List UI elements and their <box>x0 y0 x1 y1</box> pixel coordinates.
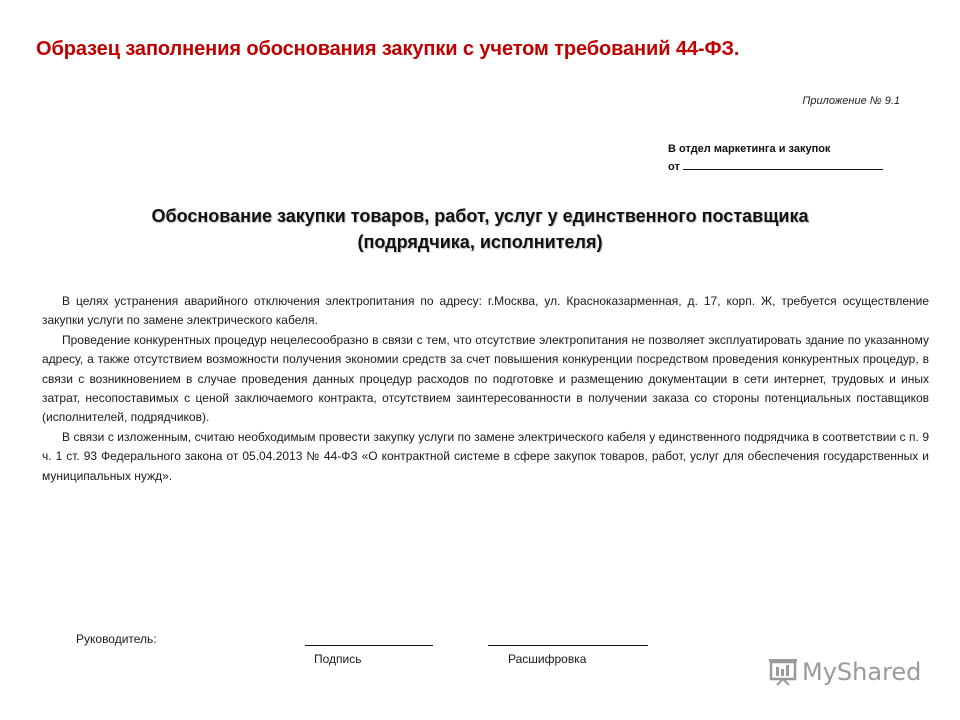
addressee-block <box>668 141 893 176</box>
addressee-from-row <box>668 158 893 176</box>
document-heading <box>60 203 900 255</box>
decoding-line <box>488 645 648 646</box>
addressee-department: В отдел маркетинга и закупок <box>668 143 831 155</box>
addressee-from-line <box>683 158 883 170</box>
body-paragraph-3: В связи с изложенным, считаю необходимым провести закупку услуги по замене электрического кабеля у единственного подрядчика в соответствии с п. 9 ч. 1 ст. 93 Федерального закона от 05.04.2013 № 44-ФЗ «О контрактной системе в сфере закупок товаров, работ, услуг для обеспечения государственных и муниципальных нужд». <box>42 429 929 483</box>
signature-line <box>305 645 433 646</box>
document-body <box>42 292 929 486</box>
projector-screen-icon <box>768 658 798 686</box>
signature-label: Подпись <box>314 652 362 666</box>
signer-label: Руководитель: <box>76 632 157 646</box>
watermark <box>768 658 921 686</box>
body-paragraph-1: В целях устранения аварийного отключения электропитания по адресу: г.Москва, ул. Красноказарменная, д. 17, корп. Ж, требуется осуществление закупки услуги по замене электрического кабеля. <box>42 294 929 328</box>
slide-title: Образец заполнения обоснования закупки с учетом требований 44-ФЗ. <box>36 38 740 60</box>
document-heading-line2: (подрядчика, исполнителя) <box>357 232 603 252</box>
addressee-from-label: от <box>668 161 680 173</box>
body-paragraph-2: Проведение конкурентных процедур нецелесообразно в связи с тем, что отсутствие электропитания не позволяет эксплуатировать здание по указанному адресу, а также отсутствием возможности получения экономии средств за счет повышения конкуренции посредством проведения конкурентных процедур, в связи с возникновением в случае проведения данных процедур расходов по подготовке и размещению документации в сети интернет, трудовых и иных затрат, несопоставимых с ценой заключаемого контракта, отсутствием заинтересованности в получении заказа со стороны потенциальных поставщиков (исполнителей, подрядчиков). <box>42 332 929 425</box>
appendix-label: Приложение № 9.1 <box>802 95 900 107</box>
watermark-text: MyShared <box>802 658 922 686</box>
decoding-label: Расшифровка <box>508 652 587 666</box>
document-heading-line1: Обоснование закупки товаров, работ, услуг у единственного поставщика <box>151 206 809 226</box>
